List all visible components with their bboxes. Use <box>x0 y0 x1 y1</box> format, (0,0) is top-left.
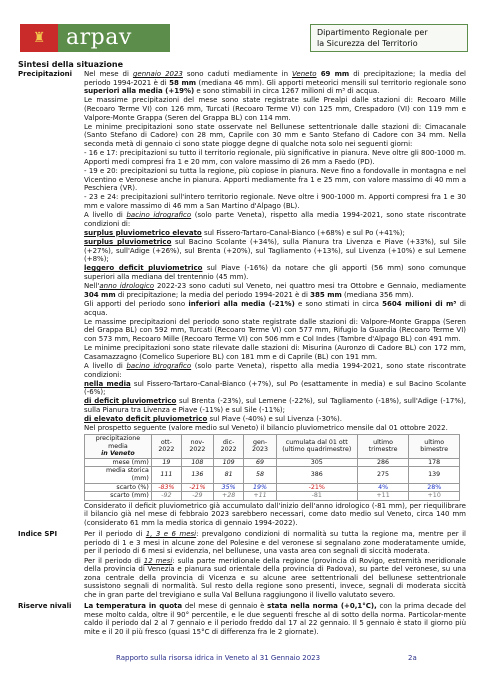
table-cell: 286 <box>357 458 409 467</box>
table-cell: 69 <box>244 458 276 467</box>
precipitation-label: Precipitazioni <box>18 70 73 78</box>
table-cell: 111 <box>151 467 181 483</box>
paragraph: Nel mese di gennaio 2023 sono caduti mediamente in Veneto 69 mm di precipitazione; la media del periodo 1994-2021 è di 58 mm (mediana 46 mm). Gli apporti meteorici mensili sul territorio regionale sono superiori alla media (+19%) e sono stimabili in circa 1267 milioni di m³ di acqua. <box>84 70 467 96</box>
lion-mark-icon: ♜ <box>32 30 46 46</box>
table-cell: 178 <box>409 458 460 467</box>
footer-title: Rapporto sulla risorsa idrica in Veneto al 31 Gennaio 2023 <box>116 654 321 662</box>
snow-reserves-body <box>84 602 466 637</box>
table-header-cell: nov-2022 <box>181 435 213 459</box>
row-label: scarto (mm) <box>85 492 152 501</box>
lion-emblem-icon <box>20 24 58 52</box>
paragraph: nella media sul Fissero-Tartaro-Canal-Bianco (+7%), sul Po (esattamente in media) e sul Bacino Scolante (-6%); <box>84 379 466 397</box>
paragraph: - 16 e 17: precipitazioni su tutto il territorio regionale, più significative in pianura. Neve oltre gli 800-1000 m. Apporti medi compresi fra 1 e 20 mm, con valore massimo di 26 mm a Faedo (PD). <box>84 149 466 166</box>
table-cell: 4% <box>357 483 409 492</box>
content <box>18 70 466 637</box>
paragraph: surplus pluviometrico elevato sul Fissero-Tartaro-Canal-Bianco (+68%) e sul Po (+41%); <box>84 228 405 237</box>
table-row <box>85 483 460 492</box>
paragraph: di elevato deficit pluviometrico sul Piave (-40%) e sul Livenza (-30%). <box>84 415 342 424</box>
spi-label: Indice SPI <box>18 530 58 539</box>
table-cell: 275 <box>357 467 409 483</box>
paragraph: Considerato il deficit pluviometrico già accumulato dall'inizio dell'anno idrologico (-81 mm), per riequilibrare il bilancio già nel mese di febbraio 2023 sarebbero necessari, come dato medio sul Veneto, circa 140 mm (considerato 61 mm la media storica di gennaio 1994-2022). <box>84 501 466 527</box>
table-row <box>85 458 460 467</box>
paragraph: A livello di bacino idrografico (solo parte Veneta), rispetto alla media 1994-2021, sono state riscontrate condizioni di: <box>84 211 466 228</box>
logo-text: arpav <box>66 25 132 50</box>
table-header-label: precipitazione media in Veneto <box>85 435 152 459</box>
paragraph: di deficit pluviometrico sul Brenta (-23%), sul Lemene (-22%), sul Tagliamento (-18%), sull'Adige (-17%), sulla Pianura tra Livenza e Piave (-11%) e sul Sile (-11%); <box>84 397 466 415</box>
table-row <box>85 467 460 483</box>
table-cell: 139 <box>409 467 460 483</box>
paragraph: Nel prospetto seguente (valore medio sul Veneto) il bilancio pluviometrico mensile dal 01 ottobre 2022. <box>84 424 448 433</box>
table-cell: -21% <box>276 483 357 492</box>
precipitation-section <box>18 70 466 528</box>
table-cell: -92 <box>151 492 181 501</box>
table-cell: 305 <box>276 458 357 467</box>
table-cell: -29 <box>181 492 213 501</box>
department-line-1: Dipartimento Regionale per <box>317 28 428 37</box>
paragraph: La temperatura in quota del mese di gennaio è stata nella norma (+0,1°C), con la prima decade del mese molto calda, oltre il 90° percentile, e le due seguenti fresche al di sotto della norma. Particolar-mente caldo il periodo dal 2 al 7 gennaio e il periodo freddo dal 17 al 22 gennaio. Il 5 gennaio è stato il giorno più mite e il 20 il più fresco (quasi 15°C di differenza fra le 2 giornate). <box>84 602 467 636</box>
table-cell: 19% <box>244 483 276 492</box>
table-row <box>85 492 460 501</box>
paragraph: Per il periodo di 12 mesi: sulla parte meridionale della regione (provincia di Rovigo, estremità meridionale della provincia di Venezia e pianura sud orientale della provincia di Padova), su parte del veronese, su una zona centrale della provincia di Vicenza e su alcune aree settentrionali del bellunese settentrionale sussistono segnali di normalità. Sul resto della regione sono presenti, invece, segnali di moderata siccità che in gran parte del trevigiano e sulla Val Belluna raggiungono il livello valutato severo. <box>84 556 466 599</box>
paragraph: A livello di bacino idrografico (solo parte Veneta), rispetto alla media 1994-2021, sono state riscontrate condizioni: <box>84 361 466 379</box>
table-cell: 108 <box>181 458 213 467</box>
snow-reserves-label: Riserve nivali <box>18 602 72 611</box>
spi-body <box>84 530 466 600</box>
row-label: media storica (mm) <box>85 467 152 483</box>
table-header-cell: gen-2023 <box>244 435 276 459</box>
precipitation-body <box>84 70 466 528</box>
paragraph: surplus pluviometrico sul Bacino Scolante (+34%), sulla Pianura tra Livenza e Piave (+33%), sul Sile (+27%), sull'Adige (+26%), sul Brenta (+20%), sul Tagliamento (+13%), sul Livenza (+10%) e sul Lemene (+8%); <box>84 238 467 264</box>
row-label: scarto (%) <box>85 483 152 492</box>
section-title: Sintesi della situazione <box>18 60 123 69</box>
paragraph: Le massime precipitazioni del periodo sono state registrate dalle stazioni di: Valpore-Monte Grappa (Seren del Grappa BL) con 592 mm, Turcati (Recoaro Terme VI) con 577 mm, Rifugio la Guardia (Recoaro Terme VI) con 573 mm, Recoaro Mille (Recoaro Terme VI) con 506 mm e Col Indes (Tambre d'Alpago BL) con 491 mm. <box>84 317 466 343</box>
paragraph: - 23 e 24: precipitazioni sull'intero territorio regionale. Neve oltre i 900-1000 m. Apporti compresi fra 1 e 30 mm e valore massimo di 46 mm a San Martino d'Alpago (BL). <box>84 193 466 210</box>
snow-reserves-section <box>18 602 466 637</box>
paragraph: Gli apporti del periodo sono inferiori alla media (-21%) e sono stimati in circa 5604 milioni di m³ di acqua. <box>84 299 466 317</box>
table-cell: 58 <box>244 467 276 483</box>
paragraph: leggero deficit pluviometrico sul Piave (-16%) da notare che gli apporti (56 mm) sono comunque superiori alla mediana del trentennio (45 mm). <box>84 264 466 281</box>
paragraph: Le minime precipitazioni sono state osservate nel Bellunese settentrionale dalle stazioni di: Cimacanale (Santo Stefano di Cadore) con 28 mm, Caprile con 30 mm e Santo Stefano di Cadore con 34 mm. Nella seconda metà di gennaio ci sono state piogge degne di qualche nota solo nei seguenti giorni: <box>84 122 466 148</box>
paragraph: Le minime precipitazioni sono state rilevate dalle stazioni di: Misurina (Auronzo di Cadore BL) con 172 mm, Casamazzagno (Comelico Superiore BL) con 181 mm e di Caprile (BL) con 191 mm. <box>84 344 466 361</box>
header <box>14 10 466 58</box>
paragraph: Per il periodo di 1, 3 e 6 mesi: prevalgono condizioni di normalità su tutta la regione ma, mentre per il periodo di 1 e 3 mesi in alcune zone del Polesine e del veronese si segnalano zone moderatamente umide, per il periodo di 6 mesi si evidenzia, nel bellunese, una vasta area con segnali di siccità moderata. <box>84 530 466 556</box>
table-header-cell: ott-2022 <box>151 435 181 459</box>
table-cell: 136 <box>181 467 213 483</box>
table-cell: 109 <box>213 458 243 467</box>
table-header-cell: ultimo trimestre <box>357 435 409 459</box>
department-line-2: la Sicurezza del Territorio <box>317 39 418 48</box>
table-cell: 28% <box>409 483 460 492</box>
table-cell: 19 <box>151 458 181 467</box>
paragraph: Le massime precipitazioni del mese sono state registrate sulle Prealpi dalle stazioni di: Recoaro Mille (Recoaro Terme VI) con 126 mm, Turcati (Recoaro Terme VI) con 125 mm, Crespadoro (VI) con 119 mm e Valpore-Monte Grappa (Seren del Grappa BL) con 114 mm. <box>84 96 466 122</box>
table-header-cell: ultimo bimestre <box>409 435 460 459</box>
table-cell: -21% <box>181 483 213 492</box>
table-header-cell: cumulata dal 01 ott (ultimo quadrimestre) <box>276 435 357 459</box>
table-cell: +28 <box>213 492 243 501</box>
table-cell: 386 <box>276 467 357 483</box>
page-number: 2a <box>408 654 417 662</box>
table-header-row <box>85 435 460 459</box>
precipitation-balance-table <box>84 434 460 501</box>
table-cell: -83% <box>151 483 181 492</box>
table-cell: +10 <box>409 492 460 501</box>
table-cell: +11 <box>357 492 409 501</box>
table-cell: -81 <box>276 492 357 501</box>
paragraph: - 19 e 20: precipitazioni su tutta la regione, più copiose in pianura. Neve fino a fondovalle in montagna e nel Vicentino e Veronese anche in pianura. Apporti mediamente fra 1 e 25 mm, con valore massimo di 40 mm a Peschiera (VR). <box>84 166 466 193</box>
spi-section <box>18 530 466 600</box>
paragraph: Nell'anno idrologico 2022-23 sono caduti sul Veneto, nei quattro mesi tra Ottobre e Gennaio, mediamente 304 mm di precipitazione; la media del periodo 1994-2021 è di 385 mm (mediana 356 mm). <box>84 282 466 299</box>
table-header-cell: dic-2022 <box>213 435 243 459</box>
table-cell: +11 <box>244 492 276 501</box>
department-box <box>310 24 468 52</box>
table-cell: 81 <box>213 467 243 483</box>
arpav-logo <box>20 24 170 52</box>
row-label: mese (mm) <box>85 458 152 467</box>
table-cell: 35% <box>213 483 243 492</box>
